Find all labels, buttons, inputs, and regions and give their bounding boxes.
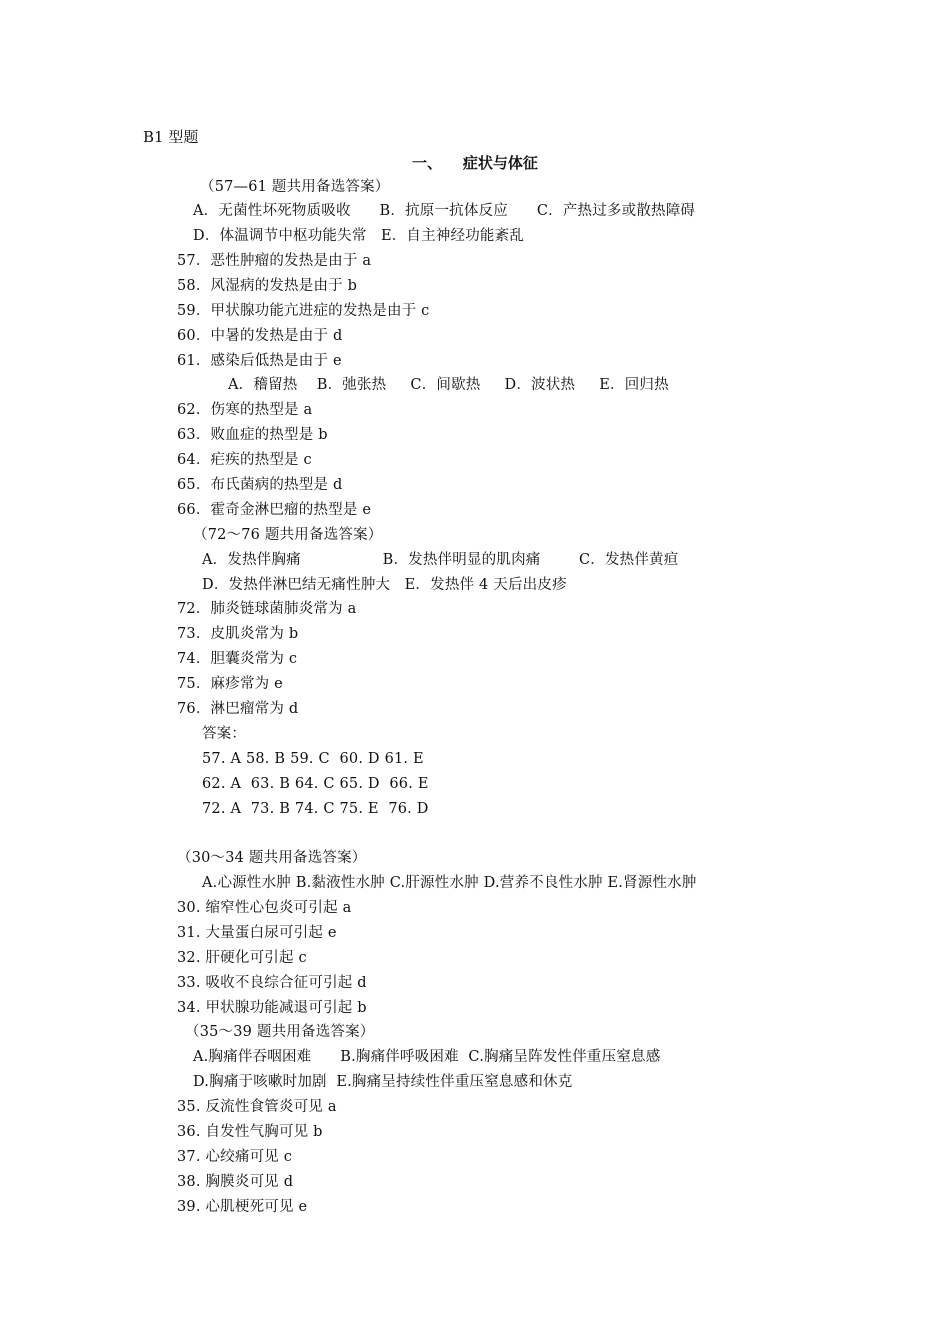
text-line: A．发热伴胸痛 B．发热伴明显的肌肉痛 C．发热伴黄疸 — [202, 552, 679, 568]
text-line: D．发热伴淋巴结无痛性肿大 E．发热伴 4 天后出皮疹 — [202, 577, 567, 593]
text-line: D．体温调节中枢功能失常 E．自主神经功能紊乱 — [193, 228, 525, 244]
text-line: 61．感染后低热是由于 e — [177, 353, 342, 369]
text-line: 65．布氏菌病的热型是 d — [177, 477, 343, 493]
text-line: 答案： — [202, 726, 247, 742]
text-line: 31. 大量蛋白尿可引起 e — [177, 925, 337, 941]
text-line: 63．败血症的热型是 b — [177, 427, 328, 443]
text-line: 58．风湿病的发热是由于 b — [177, 278, 358, 294]
text-line: 60．中暑的发热是由于 d — [177, 328, 343, 344]
text-line: 32. 肝硬化可引起 c — [177, 950, 307, 966]
text-line: 64．疟疾的热型是 c — [177, 452, 312, 468]
text-line: A.胸痛伴吞咽困难 B.胸痛伴呼吸困难 C.胸痛呈阵发性伴重压窒息感 — [193, 1049, 661, 1065]
text-line: 57．恶性肿瘤的发热是由于 a — [177, 253, 372, 269]
text-line: 73．皮肌炎常为 b — [177, 626, 299, 642]
text-line: （35～39 题共用备选答案） — [185, 1024, 375, 1040]
text-line: 36. 自发性气胸可见 b — [177, 1124, 323, 1140]
text-line: （30～34 题共用备选答案） — [177, 850, 367, 866]
question-type-header: B1 型题 — [143, 128, 199, 146]
text-line: 76．淋巴瘤常为 d — [177, 701, 299, 717]
text-line: 34. 甲状腺功能减退可引起 b — [177, 1000, 367, 1016]
text-line: 74．胆囊炎常为 c — [177, 651, 298, 667]
text-line: 33. 吸收不良综合征可引起 d — [177, 975, 367, 991]
section-title: 一、 症状与体征 — [412, 154, 538, 172]
text-line: 72．肺炎链球菌肺炎常为 a — [177, 601, 357, 617]
text-line: 62. A 63. B 64. C 65. D 66. E — [202, 776, 429, 792]
text-line: （57—61 题共用备选答案） — [200, 179, 390, 195]
text-line: （72～76 题共用备选答案） — [193, 527, 383, 543]
text-line: 62．伤寒的热型是 a — [177, 402, 313, 418]
text-line: 38. 胸膜炎可见 d — [177, 1174, 294, 1190]
text-line: 57. A 58. B 59. C 60. D 61. E — [202, 751, 424, 767]
text-line: 72. A 73. B 74. C 75. E 76. D — [202, 801, 429, 817]
text-line: 39. 心肌梗死可见 e — [177, 1199, 308, 1215]
text-line: 37. 心绞痛可见 c — [177, 1149, 293, 1165]
text-line: 66．霍奇金淋巴瘤的热型是 e — [177, 502, 372, 518]
text-line: A.心源性水肿 B.黏液性水肿 C.肝源性水肿 D.营养不良性水肿 E.肾源性水肿 — [202, 875, 697, 891]
text-line: 30. 缩窄性心包炎可引起 a — [177, 900, 352, 916]
text-line: D.胸痛于咳嗽时加剧 E.胸痛呈持续性伴重压窒息感和休克 — [193, 1074, 573, 1090]
text-line: 35. 反流性食管炎可见 a — [177, 1099, 337, 1115]
text-line: A．无菌性坏死物质吸收 B．抗原一抗体反应 C．产热过多或散热障碍 — [193, 203, 696, 219]
text-line: A．稽留热 B．弛张热 C．间歇热 D．波状热 E．回归热 — [228, 377, 669, 393]
text-line: 59．甲状腺功能亢进症的发热是由于 c — [177, 303, 430, 319]
text-line: 75．麻疹常为 e — [177, 676, 283, 692]
